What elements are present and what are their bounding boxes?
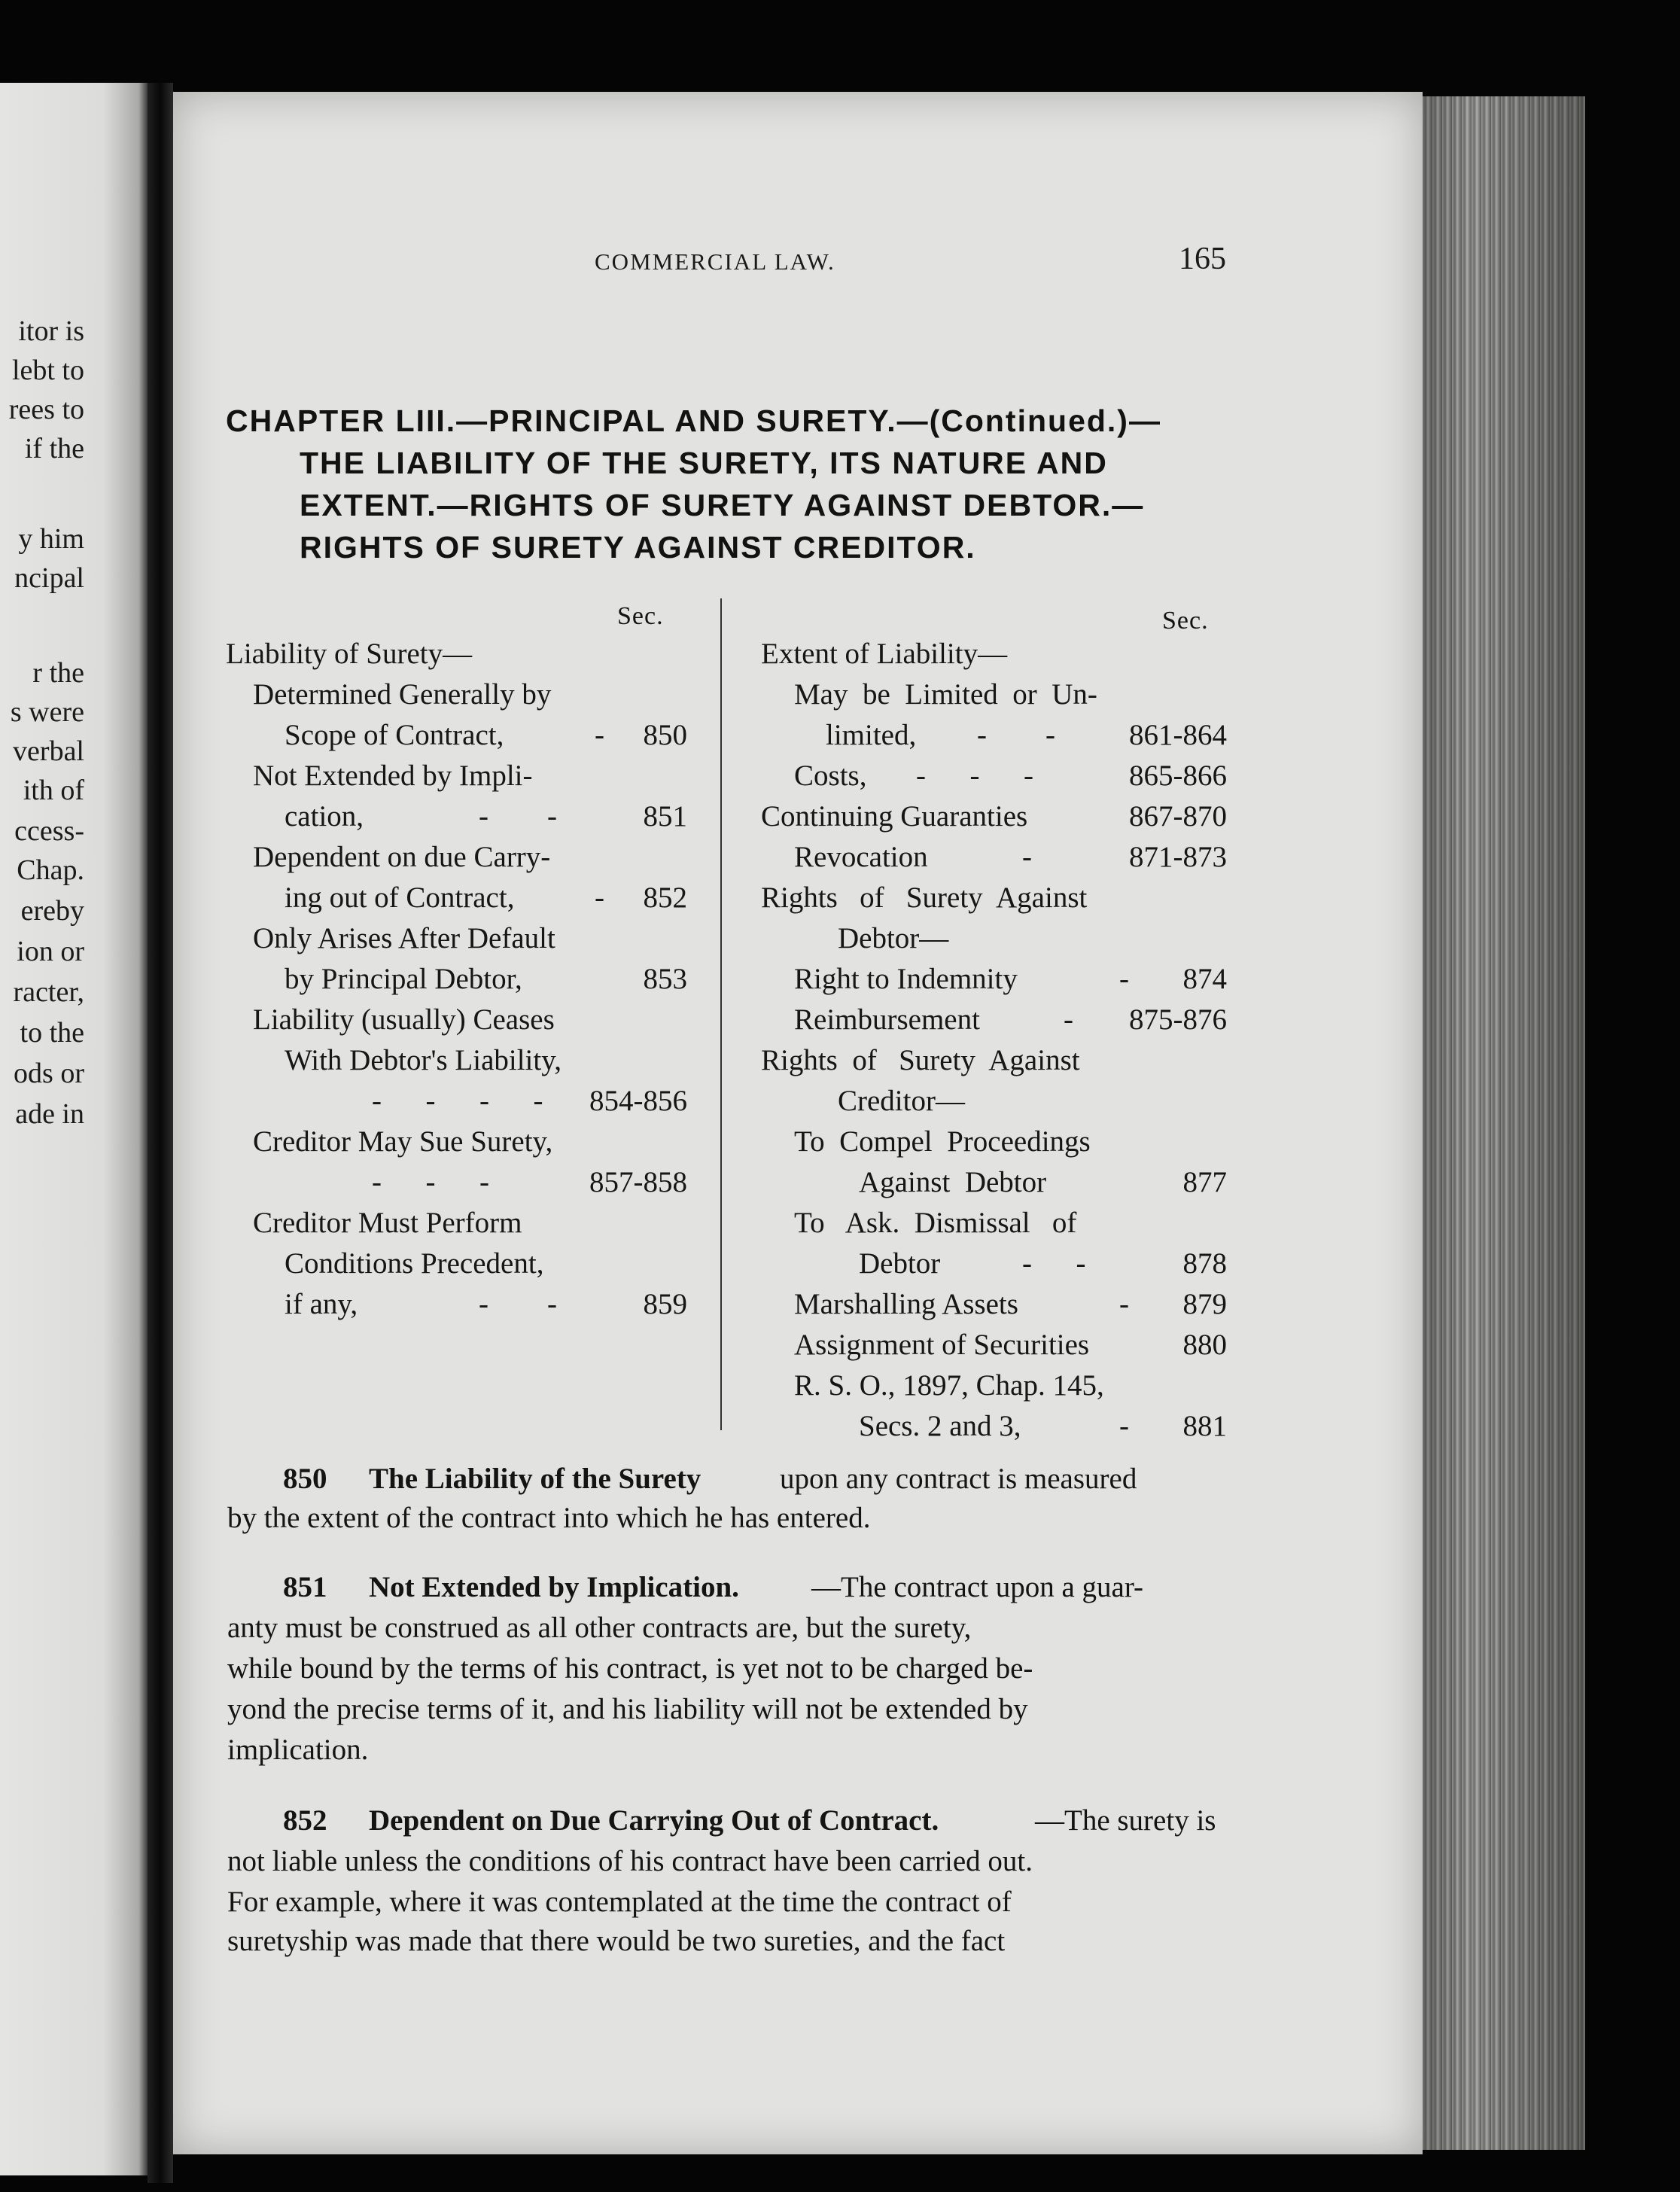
toc-leader-dash: - bbox=[595, 881, 604, 914]
paragraph-line: by the extent of the contract into which he has entered. bbox=[227, 1502, 871, 1534]
facing-page-line: itor is bbox=[18, 315, 84, 347]
chapter-heading-line-1: CHAPTER LIII.—PRINCIPAL AND SURETY.—(Continued.)— bbox=[226, 403, 1161, 438]
toc-section-number: 874 bbox=[1182, 963, 1227, 995]
toc-section-number: 879 bbox=[1182, 1288, 1227, 1320]
toc-leader-dash: - - - bbox=[372, 1166, 489, 1198]
toc-leader-dash: - bbox=[1022, 841, 1032, 873]
toc-leader-dash: - - bbox=[479, 800, 557, 833]
toc-entry: Revocation bbox=[794, 841, 928, 873]
facing-page-line: verbal bbox=[13, 735, 84, 767]
toc-leader-dash: - - bbox=[479, 1288, 557, 1320]
paragraph-line: upon any contract is measured bbox=[780, 1463, 1137, 1495]
toc-section-number: 852 bbox=[643, 881, 687, 914]
toc-entry: Not Extended by Impli- bbox=[253, 760, 533, 792]
toc-entry: Liability (usually) Ceases bbox=[253, 1003, 555, 1036]
toc-section-number: 857-858 bbox=[589, 1166, 687, 1198]
toc-leader-dash: - bbox=[595, 719, 604, 751]
toc-entry: Rights of Surety Against bbox=[761, 881, 1088, 914]
toc-entry: ing out of Contract, bbox=[285, 881, 515, 914]
running-head: COMMERCIAL LAW. bbox=[595, 248, 835, 275]
toc-section-number: 850 bbox=[643, 719, 687, 751]
toc-sec-label-left: Sec. bbox=[617, 602, 664, 630]
toc-entry: Costs, bbox=[794, 760, 867, 792]
toc-entry: Debtor bbox=[859, 1247, 941, 1280]
toc-entry: limited, bbox=[826, 719, 917, 751]
paragraph-line: For example, where it was contemplated at the time the contract of bbox=[227, 1886, 1012, 1918]
facing-page-line: racter, bbox=[13, 976, 84, 1008]
toc-entry: Creditor— bbox=[838, 1085, 965, 1117]
facing-page bbox=[0, 83, 148, 2175]
toc-entry: Scope of Contract, bbox=[285, 719, 504, 751]
toc-entry: To Ask. Dismissal of bbox=[794, 1207, 1077, 1239]
paragraph-number: 850 bbox=[283, 1463, 327, 1495]
toc-section-number: 880 bbox=[1182, 1329, 1227, 1361]
toc-section-number: 865-866 bbox=[1129, 760, 1227, 792]
toc-leader-dash: - bbox=[1119, 1288, 1129, 1320]
toc-leader-dash: - bbox=[1119, 963, 1129, 995]
toc-entry: To Compel Proceedings bbox=[794, 1125, 1091, 1158]
toc-section-number: 871-873 bbox=[1129, 841, 1227, 873]
toc-entry: Against Debtor bbox=[859, 1166, 1047, 1198]
chapter-heading-line-4: RIGHTS OF SURETY AGAINST CREDITOR. bbox=[300, 530, 976, 565]
toc-entry: Assignment of Securities bbox=[794, 1329, 1090, 1361]
facing-page-line: lebt to bbox=[11, 355, 84, 386]
facing-page-line: y him bbox=[18, 523, 84, 555]
toc-leader-dash: - - bbox=[977, 719, 1055, 751]
facing-page-line: ncipal bbox=[14, 562, 84, 594]
facing-page-line: s were bbox=[10, 696, 84, 728]
paragraph-number: 852 bbox=[283, 1804, 327, 1837]
toc-section-number: 877 bbox=[1182, 1166, 1227, 1198]
toc-entry: With Debtor's Liability, bbox=[285, 1044, 562, 1076]
toc-entry: Liability of Surety— bbox=[226, 638, 473, 670]
toc-leader-dash: - - - - bbox=[372, 1085, 543, 1117]
facing-page-line: Chap. bbox=[17, 854, 84, 886]
paragraph-line: while bound by the terms of his contract, is yet not to be charged be- bbox=[227, 1652, 1033, 1685]
paragraph-number: 851 bbox=[283, 1571, 327, 1603]
toc-entry: if any, bbox=[285, 1288, 358, 1320]
toc-entry: May be Limited or Un- bbox=[794, 678, 1097, 711]
toc-section-number: 875-876 bbox=[1129, 1003, 1227, 1036]
facing-page-line: ods or bbox=[14, 1058, 84, 1089]
toc-entry: Rights of Surety Against bbox=[761, 1044, 1080, 1076]
toc-entry: Extent of Liability— bbox=[761, 638, 1008, 670]
chapter-heading-line-2: THE LIABILITY OF THE SURETY, ITS NATURE AND bbox=[300, 446, 1108, 480]
toc-section-number: 878 bbox=[1182, 1247, 1227, 1280]
toc-section-number: 851 bbox=[643, 800, 687, 833]
toc-entry: Right to Indemnity bbox=[794, 963, 1018, 995]
paragraph-heading: Not Extended by Implication. bbox=[369, 1571, 739, 1603]
toc-entry: Continuing Guaranties bbox=[761, 800, 1028, 833]
toc-entry: Creditor Must Perform bbox=[253, 1207, 522, 1239]
facing-page-line: ith of bbox=[23, 775, 84, 806]
facing-page-line: ccess- bbox=[14, 815, 84, 847]
facing-page-line: ereby bbox=[20, 895, 84, 927]
facing-page-line: to the bbox=[20, 1017, 84, 1049]
toc-section-number: 853 bbox=[643, 963, 687, 995]
toc-section-number: 867-870 bbox=[1129, 800, 1227, 833]
page-number: 165 bbox=[1179, 242, 1226, 276]
toc-entry: Conditions Precedent, bbox=[285, 1247, 544, 1280]
toc-section-number: 861-864 bbox=[1129, 719, 1227, 751]
facing-page-line: r the bbox=[32, 657, 84, 689]
toc-leader-dash: - bbox=[1119, 1410, 1129, 1442]
paragraph-line: suretyship was made that there would be two sureties, and the fact bbox=[227, 1925, 1006, 1957]
toc-entry: R. S. O., 1897, Chap. 145, bbox=[794, 1369, 1104, 1402]
paragraph-heading: The Liability of the Surety bbox=[369, 1463, 702, 1495]
toc-entry: by Principal Debtor, bbox=[285, 963, 522, 995]
toc-section-number: 881 bbox=[1182, 1410, 1227, 1442]
toc-column-divider bbox=[720, 598, 722, 1430]
toc-entry: Debtor— bbox=[838, 922, 949, 954]
toc-entry: Dependent on due Carry- bbox=[253, 841, 551, 873]
book-gutter bbox=[148, 83, 173, 2183]
toc-leader-dash: - - - bbox=[916, 760, 1033, 792]
toc-leader-dash: - - bbox=[1022, 1247, 1086, 1280]
toc-entry: Secs. 2 and 3, bbox=[859, 1410, 1021, 1442]
toc-section-number: 854-856 bbox=[589, 1085, 687, 1117]
facing-page-line: rees to bbox=[8, 394, 84, 425]
toc-entry: Determined Generally by bbox=[253, 678, 552, 711]
paragraph-line: anty must be construed as all other contracts are, but the surety, bbox=[227, 1612, 972, 1644]
paragraph-line: —The contract upon a guar- bbox=[811, 1571, 1144, 1603]
facing-page-line: ion or bbox=[17, 936, 84, 967]
facing-page-line: ade in bbox=[15, 1098, 84, 1130]
toc-leader-dash: - bbox=[1064, 1003, 1073, 1036]
toc-entry: Marshalling Assets bbox=[794, 1288, 1018, 1320]
paragraph-line: —The surety is bbox=[1035, 1804, 1216, 1837]
paragraph-line: not liable unless the conditions of his contract have been carried out. bbox=[227, 1845, 1033, 1877]
page-edges bbox=[1423, 96, 1585, 2150]
toc-entry: Reimbursement bbox=[794, 1003, 980, 1036]
paragraph-line: implication. bbox=[227, 1734, 369, 1766]
facing-page-line: if the bbox=[24, 433, 84, 464]
paragraph-heading: Dependent on Due Carrying Out of Contract. bbox=[369, 1804, 939, 1837]
toc-sec-label-right: Sec. bbox=[1162, 607, 1209, 635]
toc-entry: Only Arises After Default bbox=[253, 922, 555, 954]
toc-entry: cation, bbox=[285, 800, 364, 833]
chapter-heading-line-3: EXTENT.—RIGHTS OF SURETY AGAINST DEBTOR.— bbox=[300, 488, 1145, 522]
toc-section-number: 859 bbox=[643, 1288, 687, 1320]
paragraph-line: yond the precise terms of it, and his liability will not be extended by bbox=[227, 1693, 1028, 1725]
toc-entry: Creditor May Sue Surety, bbox=[253, 1125, 553, 1158]
